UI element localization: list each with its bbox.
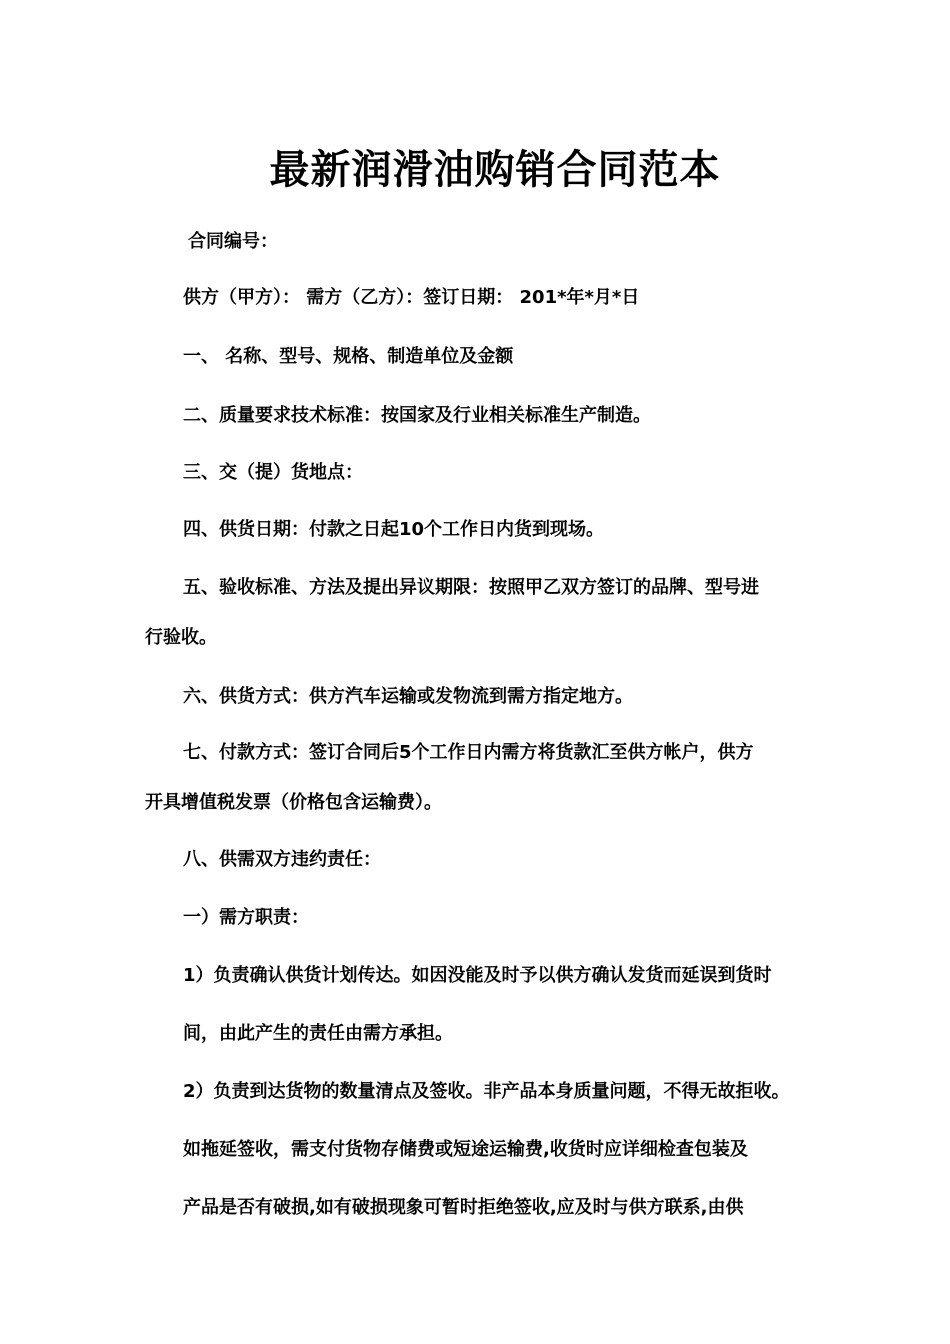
item-1: 1）负责确认供货计划传达。如因没能及时予以供方确认发货而延误到货时 (183, 965, 772, 986)
parties-line: 供方（甲方）： 需方（乙方）：签订日期： 201*年*月*日 (183, 287, 640, 308)
section-4: 四、供货日期：付款之日起10个工作日内货到现场。 (183, 519, 605, 540)
section-5: 五、验收标准、方法及提出异议期限：按照甲乙双方签订的品牌、型号进 (183, 577, 759, 598)
subsection-1: 一）需方职责： (183, 907, 309, 928)
section-8: 八、供需双方违约责任： (183, 849, 381, 870)
item-2-cont-2: 产品是否有破损,如有破损现象可暂时拒绝签收,应及时与供方联系,由供 (183, 1197, 744, 1218)
contract-number-line: 合同编号： (188, 231, 278, 252)
section-2: 二、质量要求技术标准：按国家及行业相关标准生产制造。 (183, 405, 651, 426)
document-title: 最新润滑油购销合同范本 (269, 147, 721, 193)
section-3: 三、交（提）货地点： (183, 462, 363, 483)
section-1: 一、 名称、型号、规格、制造单位及金额 (183, 346, 514, 367)
section-5-cont: 行验收。 (145, 627, 217, 648)
section-7: 七、付款方式：签订合同后5个工作日内需方将货款汇至供方帐户，供方 (183, 742, 754, 763)
item-1-cont: 间，由此产生的责任由需方承担。 (183, 1023, 453, 1044)
section-6: 六、供货方式：供方汽车运输或发物流到需方指定地方。 (183, 686, 633, 707)
item-2-cont-1: 如拖延签收，需支付货物存储费或短途运输费,收货时应详细检查包装及 (183, 1139, 748, 1160)
section-7-cont: 开具增值税发票（价格包含运输费）。 (145, 792, 442, 813)
item-2: 2）负责到达货物的数量清点及签收。非产品本身质量问题，不得无故拒收。 (183, 1081, 790, 1102)
